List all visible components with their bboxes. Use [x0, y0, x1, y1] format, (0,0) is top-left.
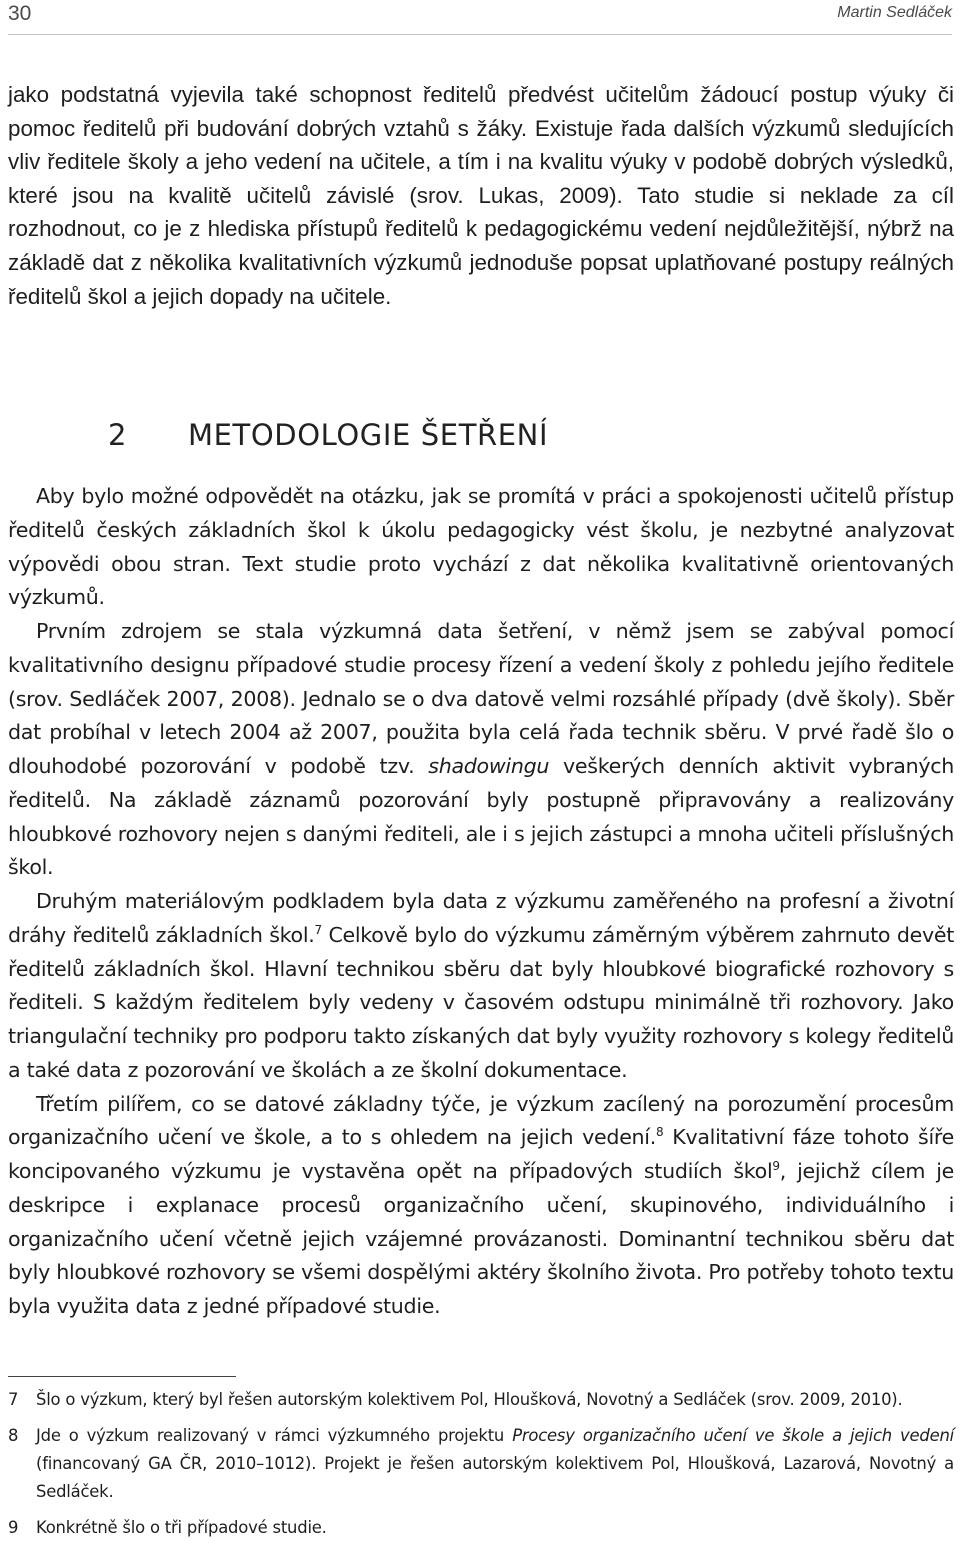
- footnote-ref-9[interactable]: 9: [772, 1159, 780, 1174]
- section-number: 2: [108, 418, 128, 452]
- footnote-ref-7[interactable]: 7: [314, 922, 322, 937]
- footnote-number: 9: [8, 1518, 19, 1537]
- paragraph-2-emphasis: shadowingu: [428, 754, 550, 778]
- footnote-9: [8, 1514, 954, 1542]
- paragraph-4-text-a: Třetím pilířem, co se datové základny týče, je výzkum zacílený na porozumění procesům organizačního učení ve škole, a to s ohledem na jejich vedení.: [8, 1091, 954, 1150]
- footnote-number: 7: [8, 1390, 19, 1409]
- paragraph-2-text-b: veškerých denních aktivit vybraných ředitelů. Na základě záznamů pozorování byly postupně připravovány a realizovány hloubkové rozhovory nejen s danými řediteli, ale i s jejich zástupci a mnoha učiteli příslušných škol.: [8, 754, 954, 880]
- section-body: [8, 480, 954, 1324]
- footnote-text-a: Jde o výzkum realizovaný v rámci výzkumného projektu: [36, 1426, 513, 1445]
- running-head-author: Martin Sedláček: [837, 4, 952, 21]
- footnote-ref-8[interactable]: 8: [655, 1125, 664, 1140]
- page-number: 30: [8, 2, 32, 25]
- page-header: [8, 0, 952, 35]
- footnote-text: Konkrétně šlo o tři případové studie.: [36, 1518, 327, 1537]
- section-title: METODOLOGIE ŠETŘENÍ: [188, 418, 549, 452]
- intro-paragraph: jako podstatná vyjevila také schopnost ředitelů předvést učitelům žádoucí postup výuky či pomoc ředitelů při budování dobrých vztahů s žáky. Existuje řada dalších výzkumů sledujících vliv ředitele školy a jeho vedení na učitele, a tím i na kvalitu výuky v podobě dobrých výsledků, které jsou na kvalitě učitelů závislé (srov. Lukas, 2009). Tato studie si neklade za cíl rozhodnout, co je z hlediska přístupů ředitelů k pedagogickému vedení nejdůležitější, nýbrž na základě dat z několika kvalitativních výzkumů jednoduše popsat uplatňované postupy reálných ředitelů škol a jejich dopady na učitele.: [8, 82, 954, 309]
- paragraph-4-text-c: , jejichž cílem je deskripce i explanace procesů organizačního učení, skupinového, individuálního i organizačního učení včetně jejich vzájemné provázanosti. Dominantní technikou sběru dat byly hloubkové rozhovory se všemi dospělými aktéry školního života. Pro potřeby tohoto textu byla využita data z jedné případové studie.: [8, 1159, 954, 1318]
- footnote-separator: [8, 1376, 236, 1377]
- footnote-7: [8, 1386, 954, 1414]
- footnote-text-b: (financovaný GA ČR, 2010–1012). Projekt je řešen autorským kolektivem Pol, Hloušková, Lazarová, Novotný a Sedláček.: [36, 1454, 954, 1501]
- footnote-text: Šlo o výzkum, který byl řešen autorským kolektivem Pol, Hloušková, Novotný a Sedláček (srov. 2009, 2010).: [36, 1390, 903, 1409]
- paragraph-3: [8, 885, 954, 1088]
- paragraph-2-text-a: Prvním zdrojem se stala výzkumná data šetření, v němž jsem se zabýval pomocí kvalitativního designu případové studie procesy řízení a vedení školy z pohledu jejího ředitele (srov. Sedláček 2007, 2008). Jednalo se o dva datově velmi rozsáhlé případy (dvě školy). Sběr dat probíhal v letech 2004 až 2007, použita byla celá řada technik sběru. V prvé řadě šlo o dlouhodobé pozorování v podobě tzv.: [8, 619, 954, 778]
- footnote-number: 8: [8, 1426, 19, 1445]
- footnote-project-title: Procesy organizačního učení ve škole a jejich vedení: [512, 1426, 955, 1445]
- paragraph-3-text-a: Druhým materiálovým podkladem byla data z výzkumu zaměřeného na profesní a životní dráhy ředitelů základních škol.: [8, 889, 954, 947]
- paragraph-4-text-b: Kvalitativní fáze tohoto šíře koncipovaného výzkumu je vystavěna opět na případových studiích škol: [8, 1125, 954, 1183]
- paragraph-3-text-b: Celkově bylo do výzkumu záměrným výběrem zahrnuto devět ředitelů základních škol. Hlavní technikou sběru dat byly hloubkové biografické rozhovory s řediteli. S každým ředitelem byly vedeny v časovém odstupu minimálně tři rozhovory. Jako triangulační techniky pro podporu takto získaných dat byly využity rozhovory s kolegy ředitelů a také data z pozorování ve školách a ze školní dokumentace.: [8, 922, 954, 1082]
- footnotes: [8, 1386, 954, 1550]
- paragraph-4: [8, 1088, 954, 1324]
- footnote-8: [8, 1422, 954, 1506]
- section-heading: [108, 418, 548, 452]
- paragraph-1: Aby bylo možné odpovědět na otázku, jak se promítá v práci a spokojenosti učitelů přístup ředitelů českých základních škol k úkolu pedagogicky vést školu, je nezbytné analyzovat výpovědi obou stran. Text studie proto vychází z dat několika kvalitativně orientovaných výzkumů.: [8, 484, 954, 610]
- paragraph-2: [8, 615, 954, 885]
